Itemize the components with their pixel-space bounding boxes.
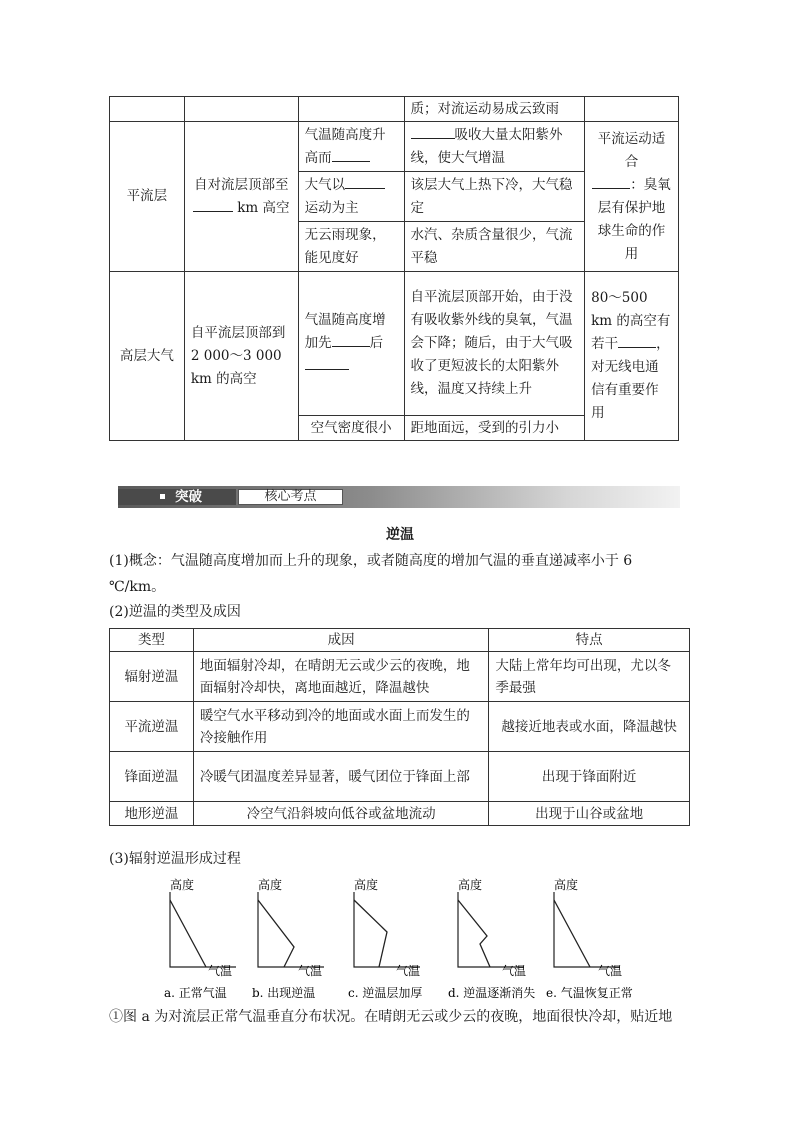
table-row-type: 辐射逆温 — [110, 652, 194, 702]
diagram-d-temp-line — [458, 900, 490, 967]
diagram-e-x-label: 气温 — [598, 964, 623, 978]
diagram-a-axes — [170, 892, 236, 967]
stratosphere-reason-2: 该层大气上热下冷，大气稳定 — [404, 172, 585, 222]
table-row-type: 平流逆温 — [110, 702, 194, 752]
diagram-b-x-label: 气温 — [298, 964, 323, 978]
stratosphere-name: 平流层 — [110, 122, 185, 272]
table-row-cause: 地面辐射冷却，在晴朗无云或少云的夜晚，地面辐射冷却快，离地面越近，降温越快 — [193, 652, 488, 702]
process-heading: (3)辐射逆温形成过程 — [109, 851, 241, 867]
diagram-c-temp-line — [354, 900, 387, 967]
stratosphere-feature-2: 大气以 运动为主 — [298, 172, 404, 222]
diagram-c-caption: c. 逆温层加厚 — [348, 986, 423, 1000]
diagram-c — [348, 877, 422, 1000]
upper-atmosphere-feature-2: 空气密度很小 — [298, 416, 404, 441]
diagram-a-caption: a. 正常气温 — [164, 986, 227, 1000]
upper-atmosphere-reason-1: 自平流层顶部开始，由于没有吸收紫外线的臭氧，气温会下降；随后，由于大气吸收了更短波长的太阳紫外线，温度又持续上升 — [404, 272, 585, 416]
stratosphere-feature-1: 气温随高度升 高而 — [298, 122, 404, 172]
diagram-b — [252, 877, 324, 1000]
diagram-b-temp-line — [258, 900, 294, 967]
header-cause: 成因 — [193, 629, 488, 652]
upper-atmosphere-feature-1: 气温随高度增加先 后 — [298, 272, 404, 416]
stratosphere-reason-1: 吸收大量太阳紫外线，使大气增温 — [404, 122, 585, 172]
section-title: 逆温 — [386, 527, 414, 543]
diagram-e-y-label: 高度 — [554, 878, 579, 892]
diagram-b-y-label: 高度 — [258, 878, 283, 892]
explanation-paragraph: ①图 a 为对流层正常气温垂直分布状况。在晴朗无云或少云的夜晚，地面很快冷却，贴近地 — [109, 1009, 673, 1025]
table-row-type: 地形逆温 — [110, 802, 194, 826]
banner-label: 突破 — [118, 489, 236, 505]
diagram-d — [448, 877, 535, 1000]
diagram-d-x-label: 气温 — [502, 964, 527, 978]
diagram-a-temp-line — [170, 900, 206, 967]
upper-atmosphere-name: 高层大气 — [110, 272, 185, 441]
diagram-e-axes — [554, 892, 620, 967]
upper-atmosphere-range: 自平流层顶部到 2 000～3 000 km 的高空 — [184, 272, 298, 441]
top-row-empty-3 — [298, 97, 404, 122]
upper-atmosphere-reason-2: 距地面远，受到的引力小 — [404, 416, 585, 441]
stratosphere-relation: 平流运动适合 ：臭氧层有保护地球生命的作用 — [585, 122, 679, 272]
table-row-cause: 冷暖气团温度差异显著，暖气团位于锋面上部 — [193, 752, 488, 802]
concept-paragraph: (1)概念：气温随高度增加而上升的现象，或者随高度的增加气温的垂直递减率小于 6 ℃/km。 — [109, 553, 633, 595]
diagram-c-x-label: 气温 — [396, 964, 421, 978]
stratosphere-feature-3: 无云雨现象，能见度好 — [298, 222, 404, 272]
square-bullet-icon — [160, 494, 165, 499]
diagram-e — [546, 877, 633, 1000]
table-row-feature: 越接近地表或水面，降温越快 — [489, 702, 690, 752]
top-row-empty-1 — [110, 97, 185, 122]
header-type: 类型 — [110, 629, 194, 652]
diagram-e-caption: e. 气温恢复正常 — [546, 986, 633, 1000]
table-row-feature: 出现于山谷或盆地 — [489, 802, 690, 826]
top-row-empty-5 — [585, 97, 679, 122]
table-row-feature: 出现于锋面附近 — [489, 752, 690, 802]
diagram-e-temp-line — [554, 900, 590, 967]
stratosphere-range: 自对流层顶部至 km 高空 — [184, 122, 298, 272]
diagram-d-axes — [458, 892, 524, 967]
top-row-empty-2 — [184, 97, 298, 122]
diagram-c-axes — [354, 892, 420, 967]
section-banner — [118, 486, 680, 508]
table-row-type: 锋面逆温 — [110, 752, 194, 802]
inversion-diagrams — [150, 872, 670, 1006]
diagram-a-y-label: 高度 — [170, 878, 195, 892]
diagram-a-x-label: 气温 — [208, 964, 233, 978]
diagram-c-y-label: 高度 — [354, 878, 379, 892]
header-feature: 特点 — [489, 629, 690, 652]
table-row-feature: 大陆上常年均可出现，尤以冬季最强 — [489, 652, 690, 702]
table-row-cause: 冷空气沿斜坡向低谷或盆地流动 — [193, 802, 488, 826]
stratosphere-reason-3: 水汽、杂质含量很少，气流平稳 — [404, 222, 585, 272]
diagram-a — [164, 877, 236, 1000]
top-row-cell: 质；对流运动易成云致雨 — [404, 97, 585, 122]
banner-subtitle: 核心考点 — [238, 489, 343, 505]
diagram-d-caption: d. 逆温逐渐消失 — [448, 986, 536, 1000]
table-row-cause: 暖空气水平移动到冷的地面或水面上而发生的冷接触作用 — [193, 702, 488, 752]
diagram-b-axes — [258, 892, 324, 967]
atmosphere-layers-table — [109, 96, 679, 441]
inversion-types-table — [109, 628, 690, 826]
diagram-b-caption: b. 出现逆温 — [252, 986, 316, 1000]
types-heading: (2)逆温的类型及成因 — [109, 604, 241, 620]
diagram-d-y-label: 高度 — [458, 878, 483, 892]
upper-atmosphere-relation: 80～500 km 的高空有若干 ，对无线电通信有重要作用 — [585, 272, 679, 441]
